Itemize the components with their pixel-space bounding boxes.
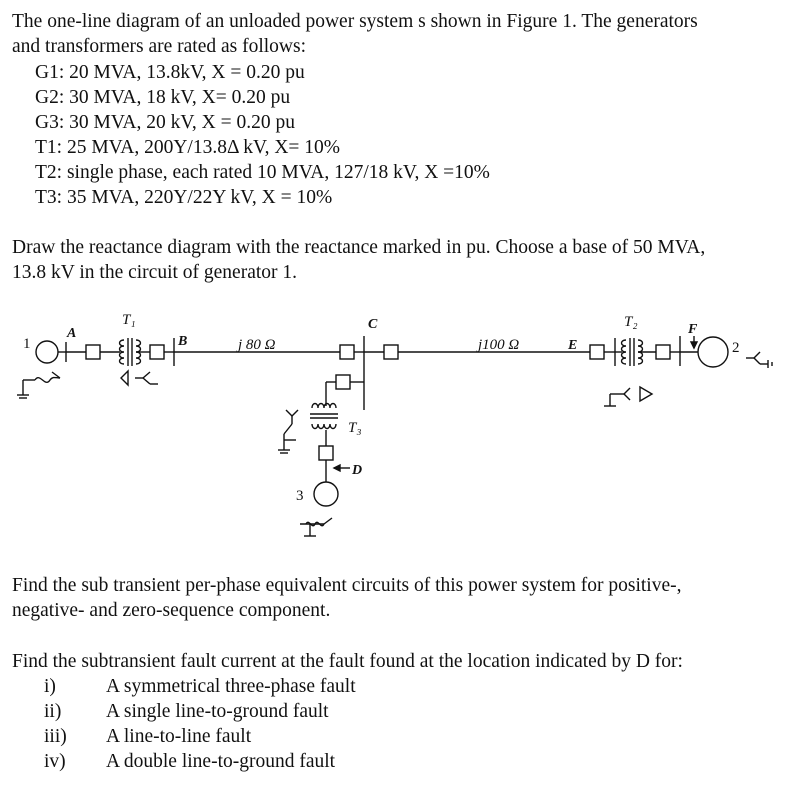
- rating-g3: G3: 30 MVA, 20 kV, X = 0.20 pu: [35, 112, 296, 133]
- fault-item-number: iv): [44, 751, 66, 772]
- fault-d-label: D: [352, 463, 363, 478]
- fault-list-item: [0, 674, 356, 699]
- fault-list-item: [0, 749, 335, 774]
- fault-item-number: iii): [44, 726, 67, 747]
- fault-item-text: A line-to-line fault: [106, 726, 252, 747]
- generator-3-symbol: [300, 482, 338, 536]
- fault-list-item: [0, 699, 329, 724]
- transformer-t3-symbol: [278, 404, 350, 483]
- task1-line-2: 13.8 kV in the circuit of generator 1.: [12, 262, 298, 283]
- generator-1-symbol: [17, 341, 120, 398]
- fault-item-text: A single line-to-ground fault: [106, 701, 329, 722]
- rating-t3: T3: 35 MVA, 220Y/22Y kV, X = 10%: [35, 187, 333, 208]
- transformer-t1-label: T₁: [122, 312, 136, 328]
- one-line-diagram: [0, 300, 803, 550]
- task1-line-1: Draw the reactance diagram with the reactance marked in pu. Choose a base of 50 MVA,: [12, 237, 706, 258]
- generator-3-label: 3: [296, 488, 304, 504]
- task3-intro: Find the subtransient fault current at the fault found at the location indicated by D for:: [12, 651, 683, 672]
- bus-b-label: B: [178, 334, 188, 349]
- task2-line-2: negative- and zero-sequence component.: [12, 600, 331, 621]
- transformer-t2-symbol: [590, 336, 698, 406]
- bus-f-label: F: [688, 322, 698, 337]
- task2-line-1: Find the sub transient per-phase equivalent circuits of this power system for positive-,: [12, 575, 682, 596]
- generator-1-label: 1: [23, 336, 31, 352]
- intro-line-2: and transformers are rated as follows:: [12, 36, 307, 57]
- bus-c-label: C: [368, 317, 378, 332]
- transformer-t1-symbol: [120, 338, 175, 385]
- fault-item-number: i): [44, 676, 56, 697]
- rating-t1: T1: 25 MVA, 200Y/13.8Δ kV, X= 10%: [35, 137, 341, 158]
- fault-list-item: [0, 724, 251, 749]
- intro-line-1: The one-line diagram of an unloaded power system s shown in Figure 1. The generators: [12, 11, 698, 32]
- fault-item-text: A symmetrical three-phase fault: [106, 676, 356, 697]
- rating-g1: G1: 20 MVA, 13.8kV, X = 0.20 pu: [35, 62, 305, 83]
- rating-t2: T2: single phase, each rated 10 MVA, 127/18 kV, X =10%: [35, 162, 490, 183]
- line-bc-label: j 80 Ω: [238, 337, 276, 353]
- bus-a-label: A: [67, 326, 77, 341]
- transformer-t3-label: T₃: [348, 420, 362, 436]
- transformer-t2-label: T₂: [624, 314, 638, 330]
- bus-e-label: E: [568, 338, 578, 353]
- line-ce-label: j100 Ω: [478, 337, 520, 353]
- bus-c-symbol: [326, 336, 398, 410]
- fault-item-number: ii): [44, 701, 62, 722]
- rating-g2: G2: 30 MVA, 18 kV, X= 0.20 pu: [35, 87, 291, 108]
- fault-item-text: A double line-to-ground fault: [106, 751, 336, 772]
- generator-2-label: 2: [732, 340, 740, 356]
